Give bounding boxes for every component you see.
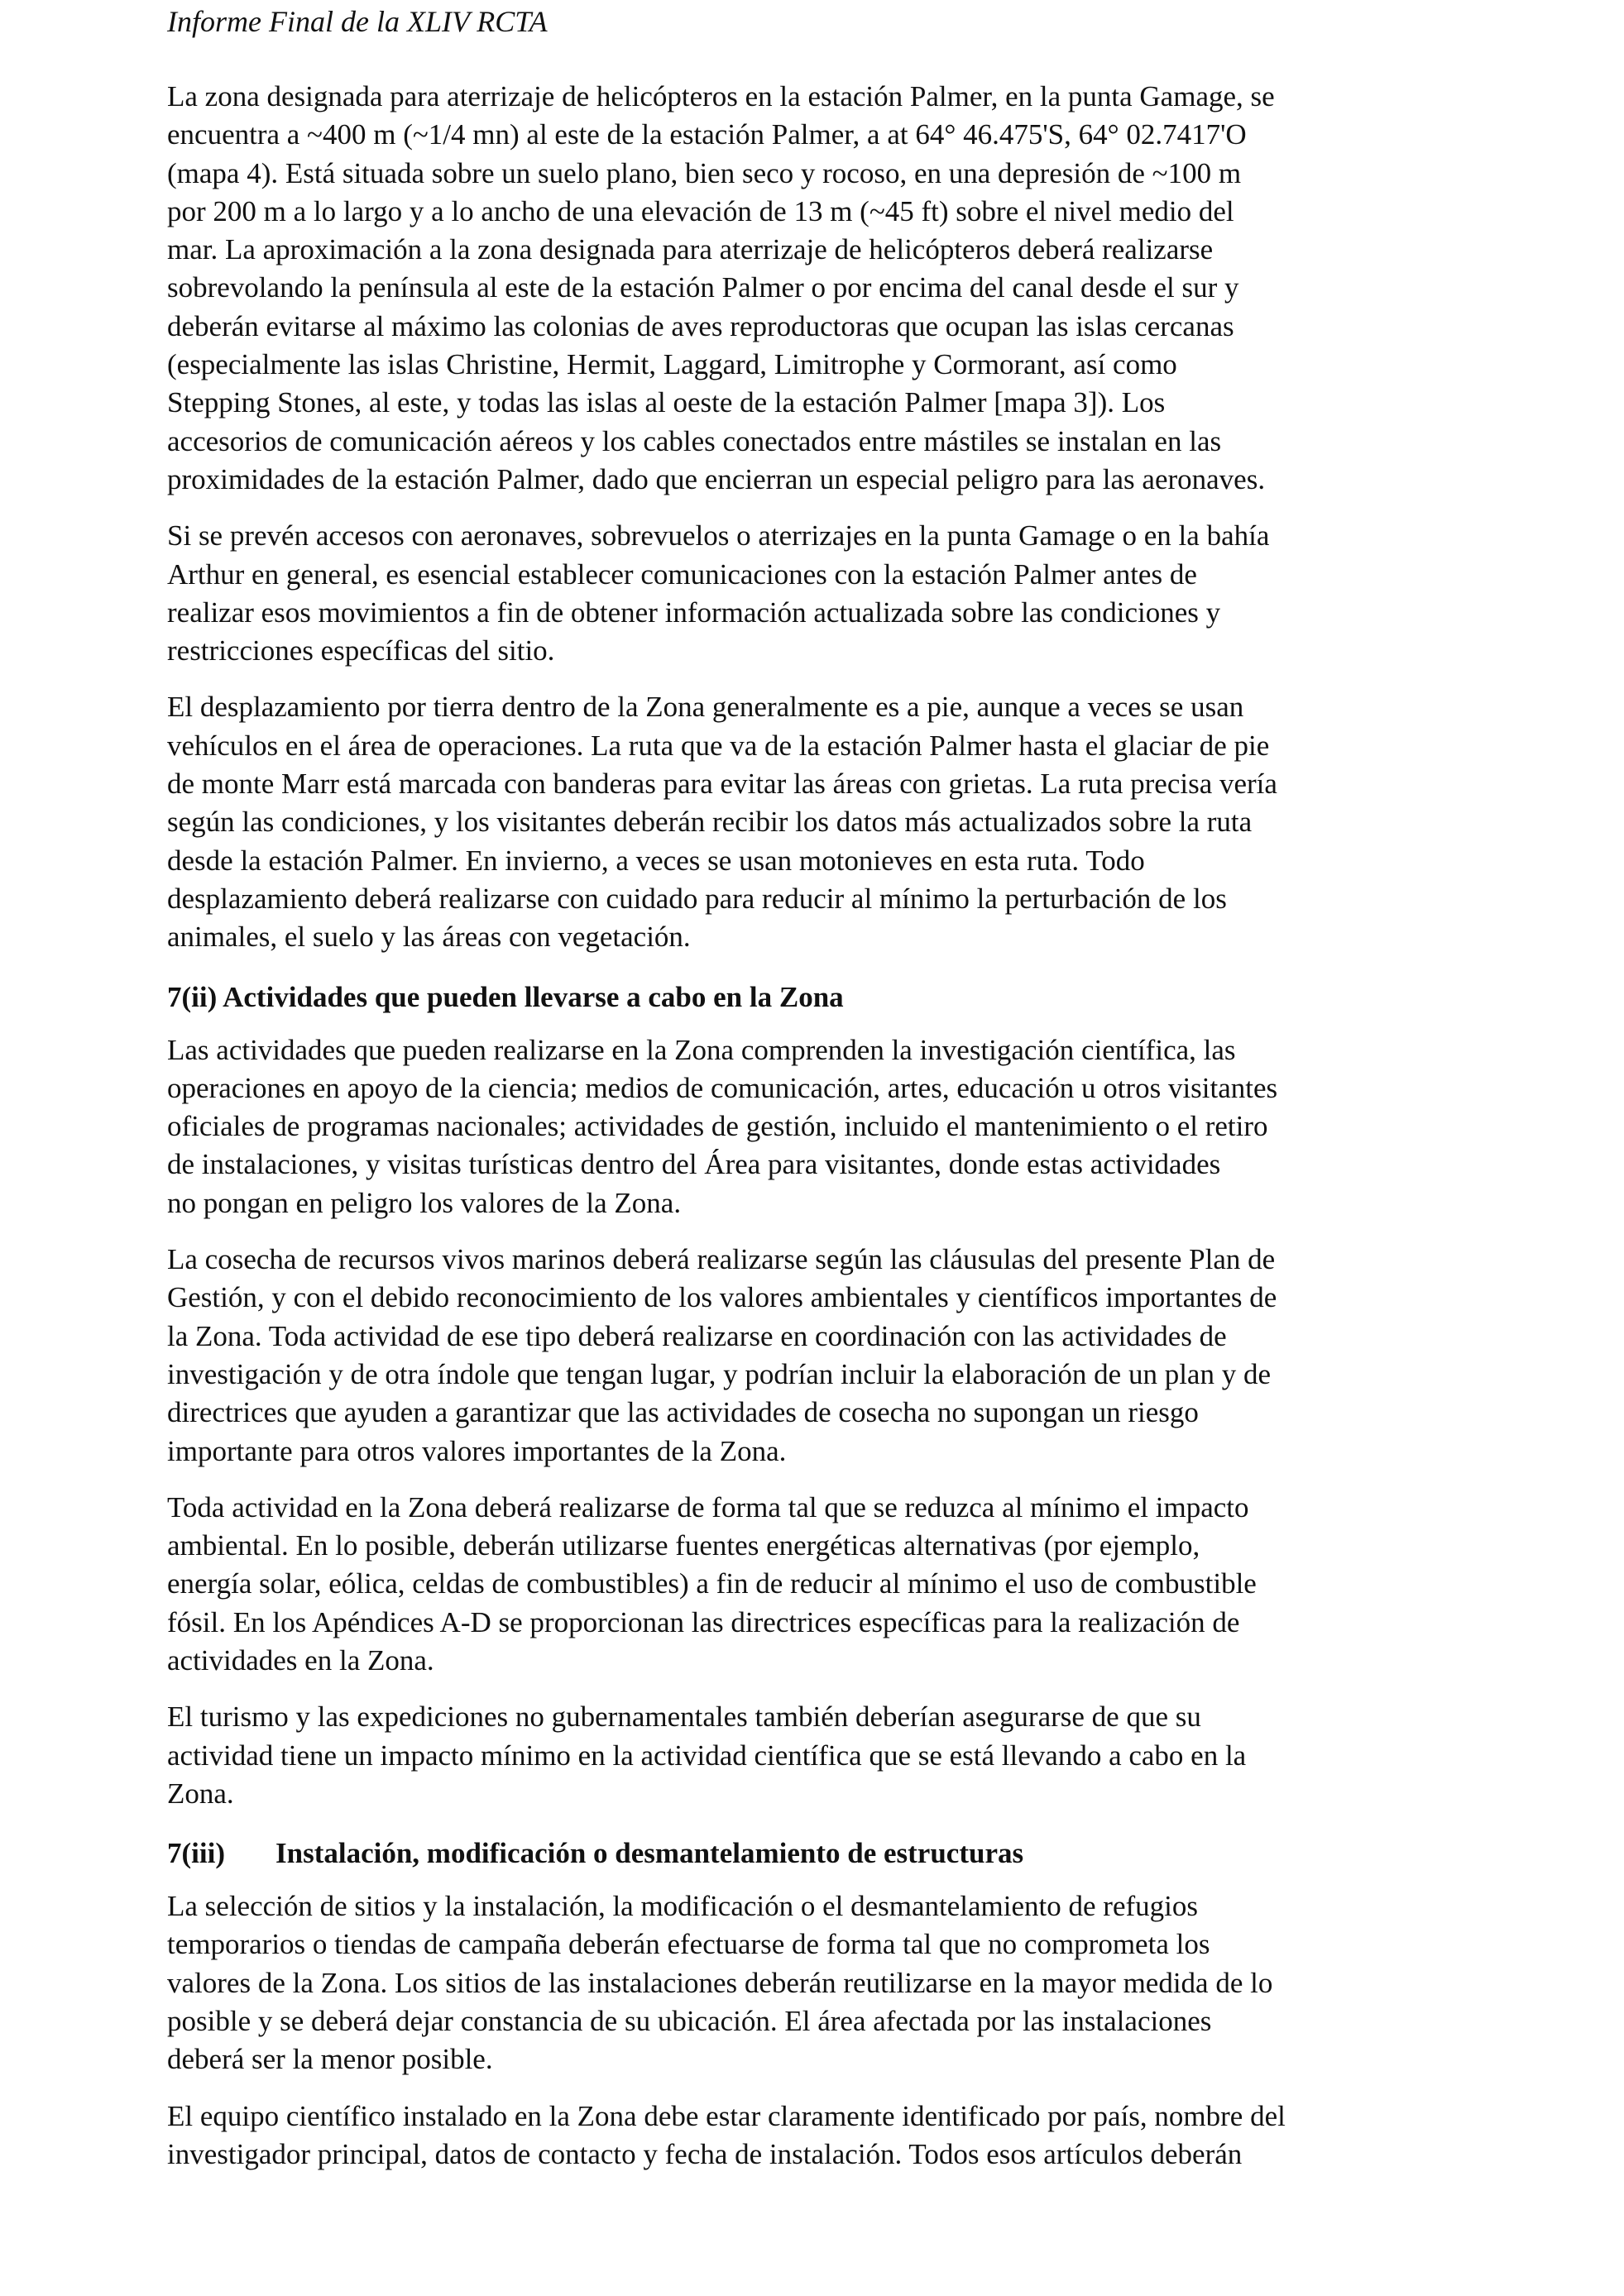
structures-paragraphs <box>167 1887 1466 2174</box>
section-number: 7(iii) <box>167 1837 225 1870</box>
section-heading-7iii <box>167 1834 1466 1873</box>
text-line: por 200 m a lo largo y a lo ancho de una elevación de 13 m (~45 ft) sobre el nivel medio del <box>167 194 1234 227</box>
text-line: La cosecha de recursos vivos marinos deberá realizarse según las cláusulas del presente Plan de <box>167 1243 1276 1276</box>
text-line: mar. La aproximación a la zona designada para aterrizaje de helicópteros deberá realizarse <box>167 233 1214 266</box>
section-title: Instalación, modificación o desmantelamiento de estructuras <box>275 1837 1024 1870</box>
text-line: Arthur en general, es esencial establecer comunicaciones con la estación Palmer antes de <box>167 557 1197 591</box>
activities-paragraphs <box>167 1031 1466 1814</box>
helicopter-and-access-paragraphs <box>167 78 1466 957</box>
text-line: operaciones en apoyo de la ciencia; medios de comunicación, artes, educación u otros visitantes <box>167 1071 1278 1104</box>
text-line: Las actividades que pueden realizarse en la Zona comprenden la investigación científica, las <box>167 1033 1236 1066</box>
text-line: importante para otros valores importantes de la Zona. <box>167 1434 787 1467</box>
text-line: la Zona. Toda actividad de ese tipo deberá realizarse en coordinación con las actividades de <box>167 1319 1227 1352</box>
text-line: desde la estación Palmer. En invierno, a veces se usan motonieves en esta ruta. Todo <box>167 844 1145 877</box>
text-line: deberán evitarse al máximo las colonias de aves reproductoras que ocupan las islas cercanas <box>167 309 1234 342</box>
text-line: Toda actividad en la Zona deberá realizarse de forma tal que se reduzca al mínimo el impacto <box>167 1490 1249 1523</box>
text-line: de instalaciones, y visitas turísticas dentro del Área para visitantes, donde estas actividades <box>167 1148 1221 1181</box>
paragraph <box>167 2097 1466 2174</box>
text-line: La selección de sitios y la instalación, la modificación o el desmantelamiento de refugios <box>167 1890 1198 1923</box>
paragraph <box>167 1887 1466 2078</box>
text-line: desplazamiento deberá realizarse con cuidado para reducir al mínimo la perturbación de los <box>167 882 1227 915</box>
text-line: (especialmente las islas Christine, Hermit, Laggard, Limitrophe y Cormorant, así como <box>167 348 1177 381</box>
text-line: La zona designada para aterrizaje de helicópteros en la estación Palmer, en la punta Gamage, se <box>167 80 1275 112</box>
text-line: proximidades de la estación Palmer, dado que encierran un especial peligro para las aeronaves. <box>167 462 1266 495</box>
text-line: investigación y de otra índole que tengan lugar, y podrían incluir la elaboración de un plan y de <box>167 1357 1271 1390</box>
text-line: Stepping Stones, al este, y todas las islas al oeste de la estación Palmer [mapa 3]). Los <box>167 386 1166 419</box>
text-line: deberá ser la menor posible. <box>167 2043 493 2076</box>
text-line: según las condiciones, y los visitantes deberán recibir los datos más actualizados sobre la ruta <box>167 806 1253 839</box>
text-line: actividad tiene un impacto mínimo en la actividad científica que se está llevando a cabo en la <box>167 1739 1247 1772</box>
text-line: encuentra a ~400 m (~1/4 mn) al este de la estación Palmer, a at 64° 46.475'S, 64° 02.7417'O <box>167 118 1247 151</box>
text-line: ambiental. En lo posible, deberán utilizarse fuentes energéticas alternativas (por ejemplo, <box>167 1529 1200 1562</box>
paragraph <box>167 517 1466 670</box>
text-line: Gestión, y con el debido reconocimiento de los valores ambientales y científicos importantes de <box>167 1281 1277 1314</box>
text-line: sobrevolando la península al este de la estación Palmer o por encima del canal desde el sur y <box>167 271 1239 304</box>
text-line: valores de la Zona. Los sitios de las instalaciones deberán reutilizarse en la mayor medida de lo <box>167 1966 1273 1999</box>
text-line: Si se prevén accesos con aeronaves, sobrevuelos o aterrizajes en la punta Gamage o en la bahía <box>167 519 1270 552</box>
text-line: fósil. En los Apéndices A-D se proporcionan las directrices específicas para la realización de <box>167 1605 1240 1638</box>
paragraph <box>167 1241 1466 1471</box>
text-line: energía solar, eólica, celdas de combustibles) a fin de reducir al mínimo el uso de combustible <box>167 1567 1257 1600</box>
text-line: accesorios de comunicación aéreos y los cables conectados entre mástiles se instalan en las <box>167 424 1222 457</box>
text-line: temporarios o tiendas de campaña deberán efectuarse de forma tal que no comprometa los <box>167 1928 1210 1961</box>
section-heading-7ii: 7(ii) Actividades que pueden llevarse a cabo en la Zona <box>167 980 844 1013</box>
document-body <box>167 78 1466 2192</box>
text-line: de monte Marr está marcada con banderas para evitar las áreas con grietas. La ruta precisa vería <box>167 768 1277 801</box>
text-line: realizar esos movimientos a fin de obtener información actualizada sobre las condiciones y <box>167 596 1221 629</box>
paragraph <box>167 1698 1466 1813</box>
text-line: (mapa 4). Está situada sobre un suelo plano, bien seco y rocoso, en una depresión de ~100 m <box>167 156 1242 189</box>
paragraph <box>167 78 1466 499</box>
text-line: vehículos en el área de operaciones. La ruta que va de la estación Palmer hasta el glaciar de pie <box>167 729 1270 762</box>
text-line: El turismo y las expediciones no gubernamentales también deberían asegurarse de que su <box>167 1700 1201 1734</box>
text-line: no pongan en peligro los valores de la Zona. <box>167 1186 682 1219</box>
text-line: El desplazamiento por tierra dentro de la Zona generalmente es a pie, aunque a veces se usan <box>167 691 1244 724</box>
text-line: oficiales de programas nacionales; actividades de gestión, incluido el mantenimiento o el retiro <box>167 1110 1268 1143</box>
text-line: animales, el suelo y las áreas con vegetación. <box>167 921 691 954</box>
paragraph <box>167 1031 1466 1222</box>
paragraph <box>167 1489 1466 1680</box>
text-line: posible y se deberá dejar constancia de su ubicación. El área afectada por las instalaciones <box>167 2005 1212 2038</box>
text-line: restricciones específicas del sitio. <box>167 634 555 667</box>
text-line: Zona. <box>167 1777 234 1810</box>
text-line: El equipo científico instalado en la Zona debe estar claramente identificado por país, nombre del <box>167 2099 1286 2132</box>
text-line: actividades en la Zona. <box>167 1643 434 1677</box>
running-header: Informe Final de la XLIV RCTA <box>167 5 548 38</box>
text-line: investigador principal, datos de contacto y fecha de instalación. Todos esos artículos deberán <box>167 2137 1243 2170</box>
text-line: directrices que ayuden a garantizar que las actividades de cosecha no supongan un riesgo <box>167 1396 1199 1429</box>
paragraph <box>167 688 1466 956</box>
